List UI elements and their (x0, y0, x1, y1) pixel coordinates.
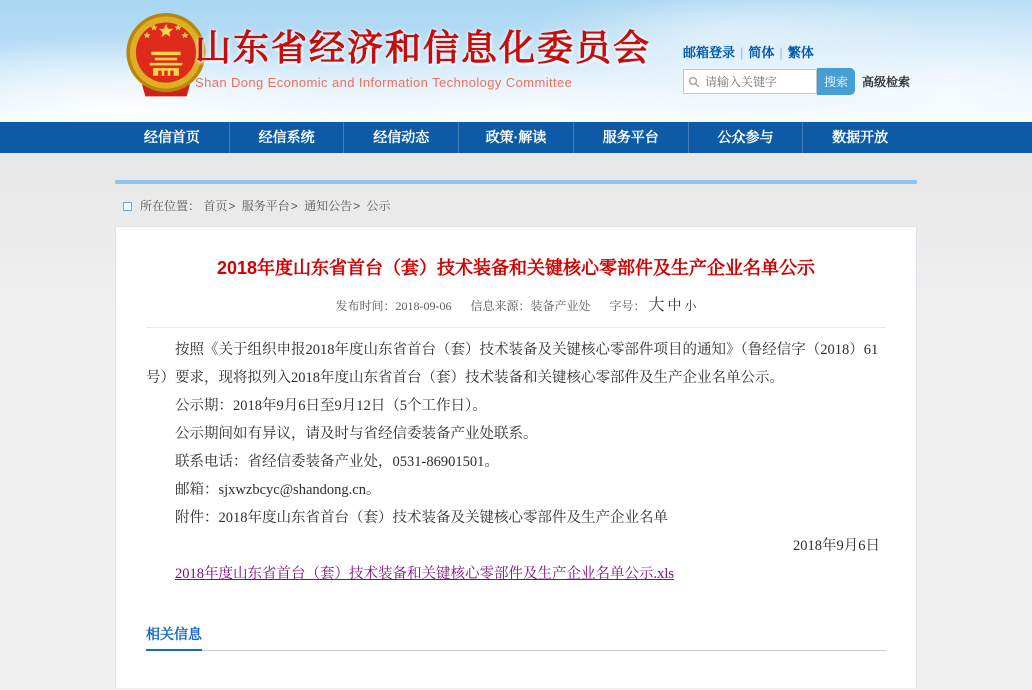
mail-login-link[interactable]: 邮箱登录 (683, 45, 736, 60)
simplified-chinese-link[interactable]: 简体 (748, 45, 775, 60)
paragraph: 按照《关于组织申报2018年度山东省首台（套）技术装备及关键核心零部件项目的通知》（鲁经信字（2018）61号）要求，现将拟列入2018年度山东省首台（套）技术装备和关键核心零部件及生产企业名单公示。 (146, 342, 879, 386)
site-subtitle: Shan Dong Economic and Information Technology Committee (195, 75, 573, 90)
nav-item-home[interactable]: 经信首页 (115, 122, 230, 153)
top-links-separator: | (779, 45, 783, 60)
breadcrumb-home[interactable]: 首页 (203, 199, 228, 213)
paragraph: 联系电话：省经信委装备产业处，0531-86901501。 (175, 454, 499, 470)
top-links (683, 42, 915, 61)
header-utilities (683, 42, 915, 95)
font-size-small-button[interactable]: 小 (684, 299, 697, 313)
related-info-section (146, 624, 886, 651)
nav-item-public-participation[interactable]: 公众参与 (689, 122, 804, 153)
breadcrumb (115, 184, 917, 226)
location-icon (123, 202, 132, 211)
search-box (683, 69, 817, 94)
source-label: 信息来源： (470, 299, 531, 313)
site-header (0, 0, 1032, 122)
font-size-label: 字号： (609, 299, 646, 313)
breadcrumb-label: 所在位置： (140, 199, 201, 213)
site-title-block (195, 20, 651, 90)
article-meta (146, 292, 886, 328)
signature-date: 2018年9月6日 (793, 538, 880, 554)
nav-item-news[interactable]: 经信动态 (344, 122, 459, 153)
breadcrumb-separator: > (353, 199, 361, 213)
nav-item-system[interactable]: 经信系统 (230, 122, 345, 153)
search-button[interactable]: 搜索 (817, 68, 855, 95)
paragraph: 公示期：2018年9月6日至9月12日（5个工作日）。 (175, 398, 487, 414)
publish-date-label: 发布时间： (335, 299, 396, 313)
top-links-separator: | (740, 45, 744, 60)
font-size-large-button[interactable]: 大 (648, 297, 665, 314)
source-value: 装备产业处 (530, 299, 591, 313)
nav-item-open-data[interactable]: 数据开放 (832, 129, 889, 145)
content-area (0, 153, 1032, 690)
advanced-search-link[interactable]: 高级检索 (862, 75, 911, 89)
breadcrumb-service-platform[interactable]: 服务平台 (241, 199, 290, 213)
related-info-title: 相关信息 (146, 624, 202, 651)
attachment-xls-link[interactable]: 2018年度山东省首台（套）技术装备和关键核心零部件及生产企业名单公示.xls (175, 566, 675, 582)
nav-item-service-platform[interactable]: 服务平台 (574, 122, 689, 153)
breadcrumb-announcement[interactable]: 公示 (366, 199, 391, 213)
breadcrumb-separator: > (290, 199, 298, 213)
breadcrumb-separator: > (228, 199, 236, 213)
attachment-line: 附件：2018年度山东省首台（套）技术装备及关键核心零部件及生产企业名单 (175, 510, 668, 526)
article-card (115, 226, 917, 688)
site-title: 山东省经济和信息化委员会 (195, 27, 652, 68)
font-size-medium-button[interactable]: 中 (667, 297, 682, 313)
search-bar (683, 68, 915, 95)
article-title: 2018年度山东省首台（套）技术装备和关键核心零部件及生产企业名单公示 (216, 258, 816, 278)
paragraph: 公示期间如有异议，请及时与省经信委装备产业处联系。 (175, 426, 538, 442)
paragraph: 邮箱：sjxwzbcyc@shandong.cn。 (175, 482, 381, 498)
breadcrumb-notices[interactable]: 通知公告 (304, 199, 353, 213)
article-body (146, 336, 886, 588)
nav-item-policy[interactable]: 政策·解读 (459, 122, 574, 153)
search-input[interactable] (703, 74, 816, 90)
publish-date: 2018-09-06 (395, 299, 452, 313)
main-nav (0, 122, 1032, 153)
search-icon (688, 76, 700, 88)
traditional-chinese-link[interactable]: 繁体 (787, 45, 814, 60)
